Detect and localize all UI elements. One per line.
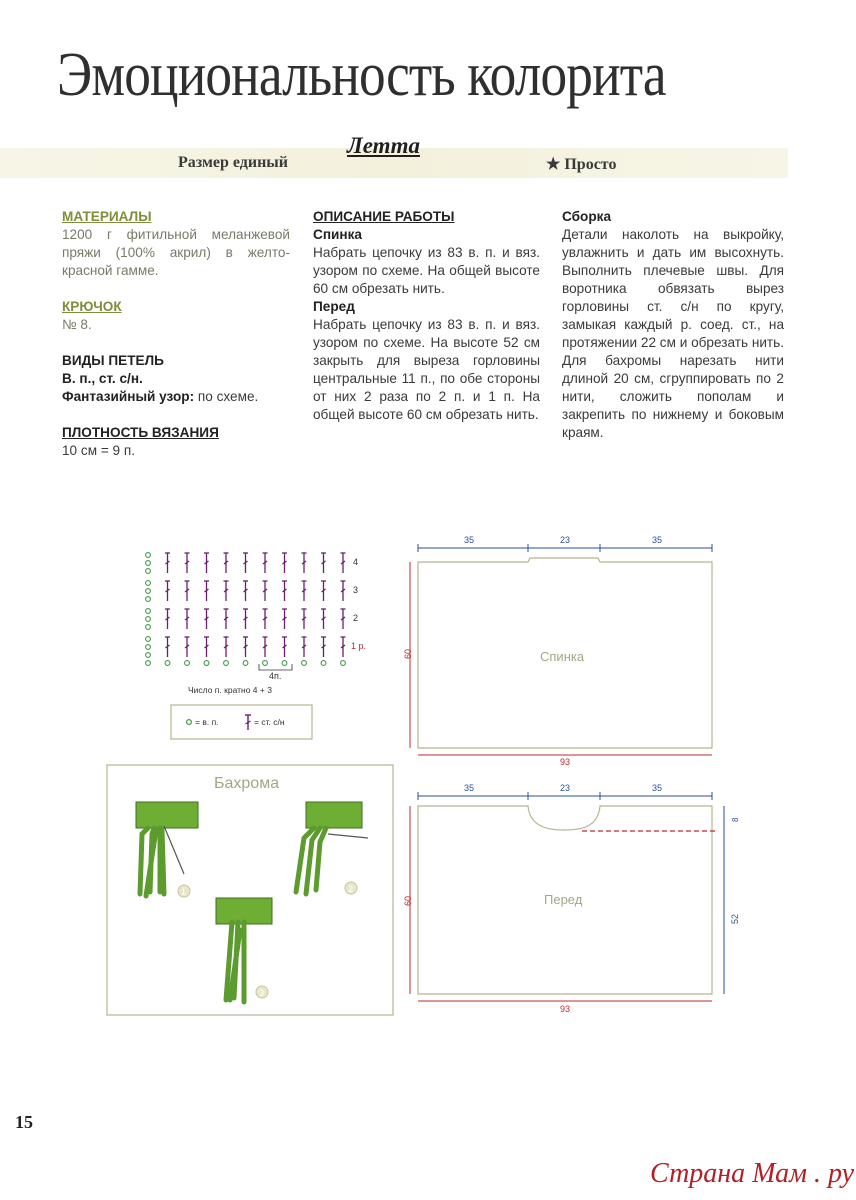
materials-text: 1200 г фитильной меланжевой пряжи (100% акрил) в желто-красной гамме.	[62, 227, 290, 278]
foundation-chain-stitch	[185, 661, 190, 666]
double-crochet-stitch	[204, 637, 209, 657]
hook-heading: КРЮЧОК	[62, 299, 122, 314]
front-text: Набрать цепочку из 83 в. п. и вяз. узором по схеме. На высоте 52 см закрыть для выреза горловины центральные 11 п., по обе стороны от них 2 раза по 2 п. и 1 п. На общей высоте 60 см обрезать нить.	[313, 317, 540, 422]
foundation-chain-stitch	[165, 661, 170, 666]
instructions-column	[313, 208, 540, 424]
back-dim-right: 35	[652, 535, 663, 545]
double-crochet-stitch	[302, 553, 307, 573]
fringe-title: Бахрома	[214, 775, 280, 792]
model-name: Летта	[347, 133, 420, 158]
front-height-label: 60	[403, 895, 413, 906]
double-crochet-stitch	[224, 637, 229, 657]
back-dim-left: 35	[464, 535, 475, 545]
double-crochet-stitch	[282, 609, 287, 629]
foundation-chain-stitch	[243, 661, 248, 666]
turning-chain-stitch	[146, 653, 151, 658]
double-crochet-stitch	[204, 581, 209, 601]
pattern-label: Фантазийный узор:	[62, 389, 195, 404]
back-piece-label: Спинка	[540, 649, 585, 664]
repeat-label: 4п.	[269, 671, 282, 681]
double-crochet-stitch	[263, 637, 268, 657]
chart-marks	[146, 553, 346, 666]
double-crochet-stitch	[224, 553, 229, 573]
turning-chain-stitch	[146, 597, 151, 602]
double-crochet-stitch	[165, 581, 170, 601]
materials-column	[62, 208, 290, 460]
double-crochet-stitch	[302, 609, 307, 629]
legend-dc-label: = ст. с/н	[254, 717, 285, 727]
double-crochet-stitch	[243, 637, 248, 657]
double-crochet-stitch	[341, 609, 346, 629]
double-crochet-stitch	[321, 553, 326, 573]
foundation-chain-stitch	[224, 661, 229, 666]
site-watermark: Страна Мам . ру	[650, 1158, 855, 1189]
turning-chain-stitch	[146, 637, 151, 642]
fringe-illustration	[106, 764, 396, 1018]
foundation-chain-stitch	[282, 661, 287, 666]
foundation-chain-stitch	[146, 661, 151, 666]
double-crochet-stitch	[224, 581, 229, 601]
double-crochet-stitch	[243, 609, 248, 629]
foundation-chain-stitch	[204, 661, 209, 666]
double-crochet-stitch	[341, 581, 346, 601]
turning-chain-stitch	[146, 645, 151, 650]
step-3-number: 3	[259, 988, 265, 998]
double-crochet-stitch	[224, 609, 229, 629]
double-crochet-stitch	[243, 581, 248, 601]
size-label: Размер единый	[178, 154, 289, 171]
front-dim-right: 35	[652, 783, 663, 793]
double-crochet-stitch	[282, 553, 287, 573]
difficulty-label: ★ Просто	[546, 156, 617, 173]
side-height-label: 52	[730, 913, 740, 924]
turning-chain-stitch	[146, 569, 151, 574]
turning-chain-stitch	[146, 617, 151, 622]
back-width-label: 93	[560, 757, 571, 767]
double-crochet-stitch	[185, 637, 190, 657]
front-width-label: 93	[560, 1004, 571, 1014]
front-dim-left: 35	[464, 783, 475, 793]
assembly-heading: Сборка	[562, 209, 612, 224]
stitches-heading: ВИДЫ ПЕТЕЛЬ	[62, 353, 164, 368]
double-crochet-stitch	[243, 553, 248, 573]
back-dim-center: 23	[560, 535, 571, 545]
double-crochet-stitch	[165, 553, 170, 573]
back-piece-schematic	[400, 528, 730, 768]
gauge-heading: ПЛОТНОСТЬ ВЯЗАНИЯ	[62, 425, 219, 440]
pattern-line	[62, 388, 290, 406]
front-dim-center: 23	[560, 783, 571, 793]
turning-chain-stitch	[146, 625, 151, 630]
double-crochet-stitch	[302, 637, 307, 657]
foundation-chain-stitch	[341, 661, 346, 666]
row-label-1: 1 р.	[351, 641, 367, 651]
instructions-heading: ОПИСАНИЕ РАБОТЫ	[313, 209, 455, 224]
double-crochet-stitch	[165, 609, 170, 629]
front-piece-label: Перед	[544, 892, 583, 907]
foundation-chain-stitch	[302, 661, 307, 666]
step-2-number: 2	[348, 884, 354, 894]
assembly-text: Детали наколоть на выкройку, увлажнить и дать им высохнуть. Выполнить плечевые швы. Для воротника обвязать вырез горловины ст. с/н по кругу, замыкая каждый р. соед. ст., на протяжении 22 см и обрезать нить.	[562, 227, 785, 350]
double-crochet-stitch	[321, 609, 326, 629]
row-label-4: 4	[353, 557, 359, 567]
double-crochet-stitch	[321, 637, 326, 657]
materials-heading: МАТЕРИАЛЫ	[62, 209, 152, 224]
turning-chain-stitch	[146, 589, 151, 594]
double-crochet-stitch	[341, 637, 346, 657]
back-height-label: 60	[403, 648, 413, 659]
turning-chain-stitch	[146, 553, 151, 558]
double-crochet-stitch	[321, 581, 326, 601]
back-text: Набрать цепочку из 83 в. п. и вяз. узором по схеме. На общей высоте 60 см обрезать нить.	[313, 245, 540, 296]
double-crochet-stitch	[204, 553, 209, 573]
double-crochet-stitch	[302, 581, 307, 601]
double-crochet-stitch	[282, 581, 287, 601]
step-1-number: 1	[181, 887, 187, 897]
stitches-text: В. п., ст. с/н.	[62, 371, 143, 386]
multiple-note: Число п. кратно 4 + 3	[188, 685, 272, 695]
assembly-column	[562, 208, 784, 442]
fringe-instructions: Для бахромы нарезать нити длиной 20 см, сгруппировать по 2 нити, сложить пополам и закрепить по нижнему и боковым краям.	[562, 353, 784, 440]
row-label-2: 2	[353, 613, 359, 623]
double-crochet-stitch	[341, 553, 346, 573]
page-title: Эмоциональность колорита	[57, 41, 666, 109]
turning-chain-stitch	[146, 561, 151, 566]
double-crochet-stitch	[165, 637, 170, 657]
legend-chain-label: = в. п.	[195, 717, 219, 727]
double-crochet-stitch	[263, 553, 268, 573]
hook-text: № 8.	[62, 317, 92, 332]
stitch-chart	[140, 545, 380, 705]
double-crochet-stitch	[185, 553, 190, 573]
page-number: 15	[15, 1112, 33, 1132]
front-heading: Перед	[313, 299, 355, 314]
front-piece-schematic	[400, 776, 750, 1020]
double-crochet-stitch	[282, 637, 287, 657]
row-label-3: 3	[353, 585, 359, 595]
back-heading: Спинка	[313, 227, 362, 242]
chart-legend	[170, 704, 315, 742]
double-crochet-stitch	[185, 609, 190, 629]
double-crochet-stitch	[204, 609, 209, 629]
pattern-value: по схеме.	[194, 389, 259, 404]
turning-chain-stitch	[146, 581, 151, 586]
foundation-chain-stitch	[321, 661, 326, 666]
double-crochet-stitch	[263, 581, 268, 601]
turning-chain-stitch	[146, 609, 151, 614]
foundation-chain-stitch	[263, 661, 268, 666]
neck-depth-label: 8	[731, 817, 740, 822]
double-crochet-stitch	[263, 609, 268, 629]
gauge-text: 10 см = 9 п.	[62, 443, 136, 458]
double-crochet-stitch	[185, 581, 190, 601]
